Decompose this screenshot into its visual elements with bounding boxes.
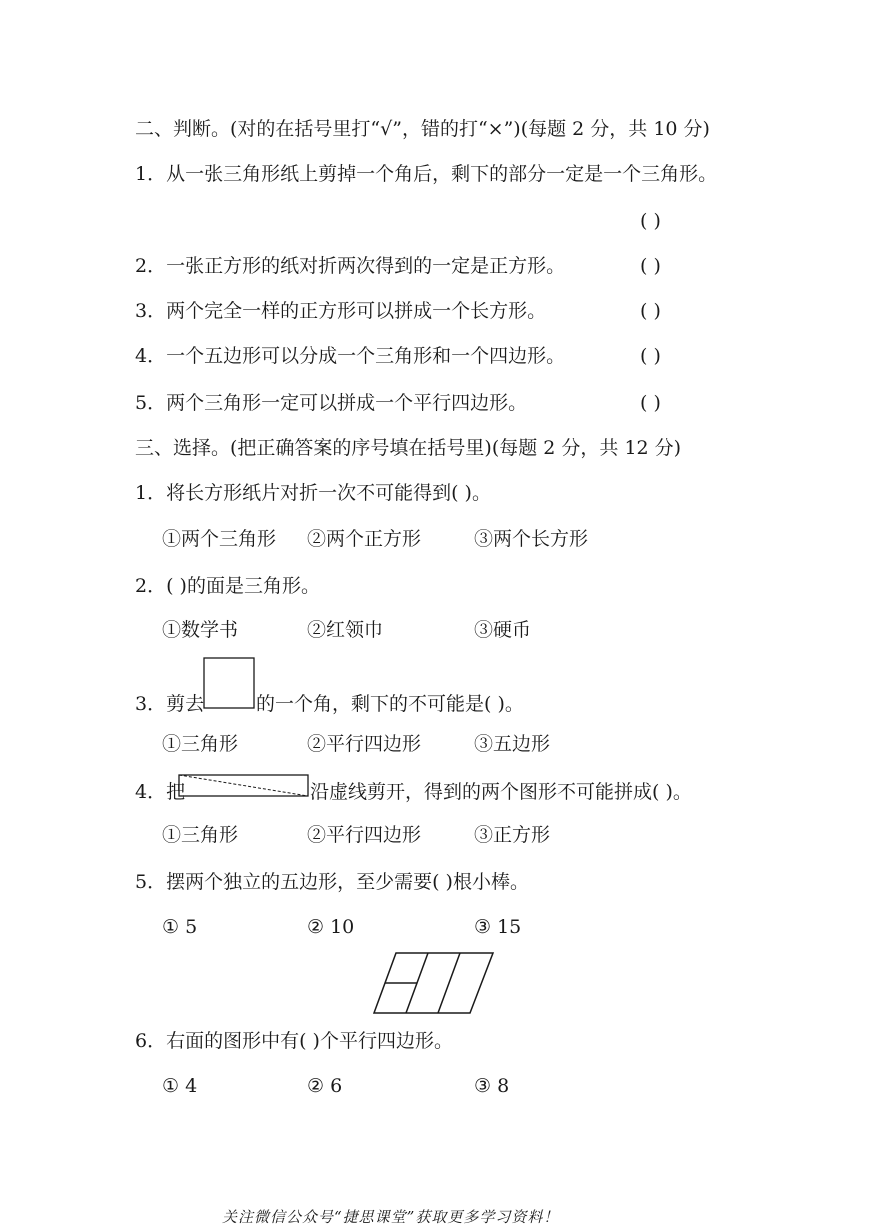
section-3-title: 三、选择。(把正确答案的序号填在括号里)(每题 2 分，共 12 分) (135, 437, 682, 459)
answer-paren-2[interactable]: ( ) (640, 255, 661, 277)
q1-option-2[interactable]: ②两个正方形 (307, 528, 422, 550)
q2-option-2[interactable]: ②红领巾 (307, 619, 384, 641)
q3-option-2[interactable]: ②平行四边形 (307, 733, 422, 755)
q4-option-1[interactable]: ①三角形 (162, 824, 239, 846)
judge-question-4: 4．一个五边形可以分成一个三角形和一个四边形。 (135, 345, 566, 367)
q5-option-3[interactable]: ③ 15 (474, 916, 522, 938)
judge-question-3: 3．两个完全一样的正方形可以拼成一个长方形。 (135, 300, 547, 322)
q4-option-3[interactable]: ③正方形 (474, 824, 551, 846)
q2-option-3[interactable]: ③硬币 (474, 619, 532, 641)
parallelogram-figure (372, 951, 496, 1015)
judge-question-5: 5．两个三角形一定可以拼成一个平行四边形。 (135, 392, 528, 414)
q4-option-2[interactable]: ②平行四边形 (307, 824, 422, 846)
square-figure (203, 657, 255, 709)
answer-paren-4[interactable]: ( ) (640, 345, 661, 367)
judge-question-2: 2．一张正方形的纸对折两次得到的一定是正方形。 (135, 255, 566, 277)
choice-question-6: 6．右面的图形中有( )个平行四边形。 (135, 1030, 453, 1052)
choice-question-4-prefix: 4．把 (135, 781, 186, 803)
q5-option-2[interactable]: ② 10 (307, 916, 355, 938)
choice-question-3-suffix: 的一个角，剩下的不可能是( )。 (256, 693, 524, 715)
q5-option-1[interactable]: ① 5 (162, 916, 198, 938)
choice-question-1: 1．将长方形纸片对折一次不可能得到( )。 (135, 482, 491, 504)
answer-paren-1[interactable]: ( ) (640, 210, 661, 232)
q3-option-3[interactable]: ③五边形 (474, 733, 551, 755)
judge-question-1: 1．从一张三角形纸上剪掉一个角后，剩下的部分一定是一个三角形。 (135, 163, 718, 185)
q6-option-1[interactable]: ① 4 (162, 1075, 198, 1097)
q3-option-1[interactable]: ①三角形 (162, 733, 239, 755)
section-2-title: 二、判断。(对的在括号里打“√”，错的打“×”)(每题 2 分，共 10 分) (135, 118, 710, 140)
q6-option-2[interactable]: ② 6 (307, 1075, 343, 1097)
q2-option-1[interactable]: ①数学书 (162, 619, 239, 641)
answer-paren-5[interactable]: ( ) (640, 392, 661, 414)
choice-question-5: 5．摆两个独立的五边形，至少需要( )根小棒。 (135, 871, 529, 893)
q1-option-3[interactable]: ③两个长方形 (474, 528, 589, 550)
footer-note: 关注微信公众号“捷思课堂”获取更多学习资料！ (222, 1208, 560, 1226)
q1-option-1[interactable]: ①两个三角形 (162, 528, 277, 550)
q6-option-3[interactable]: ③ 8 (474, 1075, 510, 1097)
choice-question-3-prefix: 3．剪去 (135, 693, 205, 715)
choice-question-2: 2．( )的面是三角形。 (135, 575, 320, 597)
choice-question-4-suffix: 沿虚线剪开，得到的两个图形不可能拼成( )。 (310, 781, 692, 803)
answer-paren-3[interactable]: ( ) (640, 300, 661, 322)
rectangle-dashed-figure (178, 774, 310, 798)
